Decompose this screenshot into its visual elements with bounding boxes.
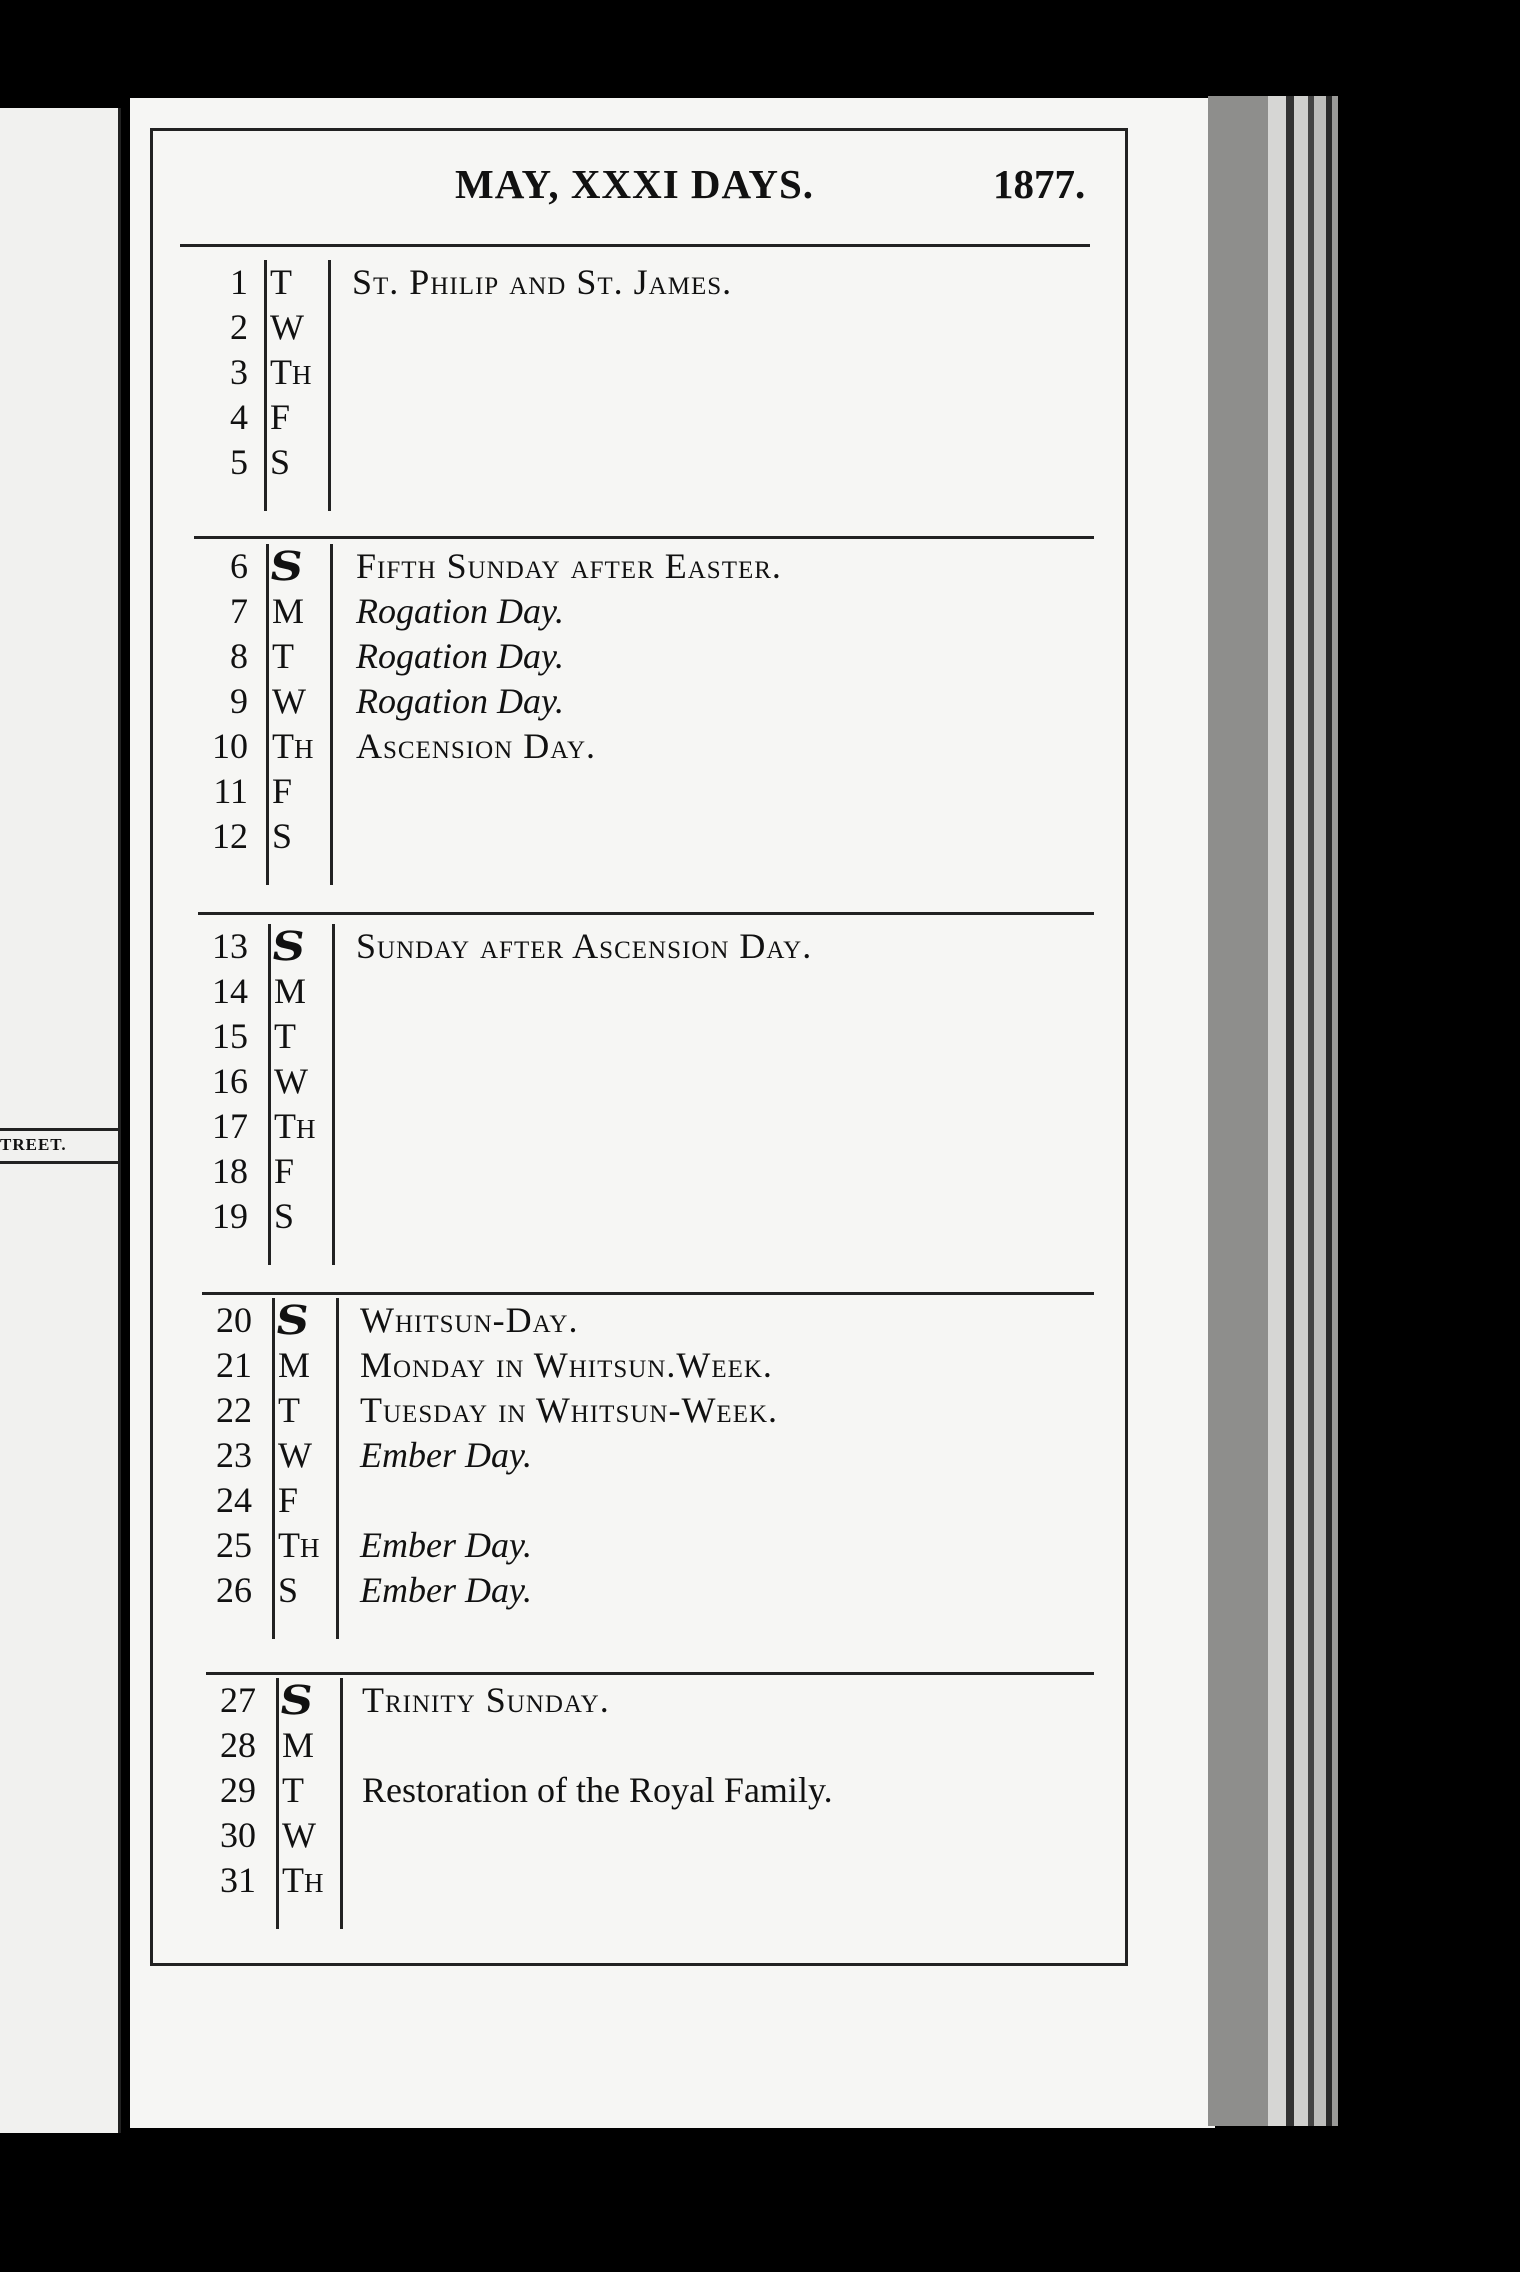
day-of-week: TH <box>274 1106 316 1146</box>
day-number: 22 <box>216 1390 252 1430</box>
day-row <box>0 634 1100 679</box>
day-event: Ember Day. <box>360 1570 532 1610</box>
day-event: Trinity Sunday. <box>362 1680 610 1720</box>
day-number: 28 <box>220 1725 256 1765</box>
page-year: 1877. <box>993 161 1086 207</box>
page-title: MAY, XXXI DAYS. <box>455 161 815 207</box>
day-row <box>0 769 1100 814</box>
week-separator-rule <box>206 1672 1094 1675</box>
sunday-letter: S <box>268 923 309 970</box>
sunday-letter: S <box>266 543 307 590</box>
day-row <box>0 1343 1100 1388</box>
day-row <box>0 1433 1100 1478</box>
day-of-week: T <box>282 1770 304 1810</box>
day-of-week: S <box>270 442 291 482</box>
day-of-week: F <box>272 771 293 811</box>
day-of-week: T <box>270 262 292 302</box>
day-of-week: T <box>274 1016 296 1056</box>
day-of-week: T <box>272 636 294 676</box>
day-row <box>0 724 1100 769</box>
day-event: Whitsun-Day. <box>360 1300 579 1340</box>
day-row <box>0 1014 1100 1059</box>
day-of-week: W <box>274 1061 308 1101</box>
day-row <box>0 260 1100 305</box>
day-number: 7 <box>230 591 248 631</box>
left-page-fragment: TREET. <box>0 1128 118 1164</box>
day-of-week: F <box>278 1480 299 1520</box>
day-number: 31 <box>220 1860 256 1900</box>
day-number: 18 <box>212 1151 248 1191</box>
day-of-week: W <box>278 1435 312 1475</box>
day-row <box>0 1388 1100 1433</box>
day-number: 4 <box>230 397 248 437</box>
day-event: Tuesday in Whitsun-Week. <box>360 1390 779 1430</box>
day-row <box>0 350 1100 395</box>
day-number: 1 <box>230 262 248 302</box>
sunday-mark <box>266 543 307 591</box>
day-of-week: M <box>274 971 307 1011</box>
day-of-week: F <box>270 397 291 437</box>
day-of-week: S <box>274 1196 295 1236</box>
day-number: 5 <box>230 442 248 482</box>
day-row <box>0 1813 1100 1858</box>
day-of-week: F <box>274 1151 295 1191</box>
day-row <box>0 1858 1100 1903</box>
day-number: 26 <box>216 1570 252 1610</box>
day-row <box>0 969 1100 1014</box>
day-of-week: T <box>278 1390 300 1430</box>
day-number: 19 <box>212 1196 248 1236</box>
day-row <box>0 1568 1100 1613</box>
day-row <box>0 1104 1100 1149</box>
day-of-week: TH <box>278 1525 320 1565</box>
header-rule <box>180 244 1090 247</box>
day-row <box>0 1149 1100 1194</box>
sunday-mark <box>272 1297 313 1345</box>
day-number: 27 <box>220 1680 256 1720</box>
day-row <box>0 1523 1100 1568</box>
day-of-week: M <box>282 1725 315 1765</box>
day-event: Sunday after Ascension Day. <box>356 926 813 966</box>
day-event: Fifth Sunday after Easter. <box>356 546 782 586</box>
day-row <box>0 1768 1100 1813</box>
page-edges <box>1208 96 1368 2126</box>
day-number: 23 <box>216 1435 252 1475</box>
day-row <box>0 1678 1100 1723</box>
week-separator-rule <box>202 1292 1094 1295</box>
day-event: Rogation Day. <box>356 681 564 721</box>
day-number: 13 <box>212 926 248 966</box>
week-separator-rule <box>194 536 1094 539</box>
day-number: 16 <box>212 1061 248 1101</box>
day-number: 14 <box>212 971 248 1011</box>
day-number: 29 <box>220 1770 256 1810</box>
day-number: 6 <box>230 546 248 586</box>
day-row <box>0 1723 1100 1768</box>
day-number: 3 <box>230 352 248 392</box>
day-row <box>0 1478 1100 1523</box>
day-row <box>0 589 1100 634</box>
day-of-week: TH <box>270 352 312 392</box>
day-of-week: W <box>272 681 306 721</box>
day-of-week: M <box>278 1345 311 1385</box>
day-of-week: S <box>272 816 293 856</box>
day-event: Ascension Day. <box>356 726 597 766</box>
day-row <box>0 1194 1100 1239</box>
day-row <box>0 544 1100 589</box>
day-event: Restoration of the Royal Family. <box>362 1770 833 1810</box>
day-number: 9 <box>230 681 248 721</box>
day-number: 17 <box>212 1106 248 1146</box>
day-of-week: TH <box>272 726 314 766</box>
day-event: Ember Day. <box>360 1435 532 1475</box>
day-row <box>0 1298 1100 1343</box>
day-row <box>0 440 1100 485</box>
day-row <box>0 924 1100 969</box>
day-number: 8 <box>230 636 248 676</box>
day-number: 20 <box>216 1300 252 1340</box>
day-event: Rogation Day. <box>356 591 564 631</box>
day-number: 25 <box>216 1525 252 1565</box>
day-number: 21 <box>216 1345 252 1385</box>
day-row <box>0 814 1100 859</box>
sunday-letter: S <box>276 1677 317 1724</box>
day-number: 11 <box>213 771 248 811</box>
day-event: Monday in Whitsun.Week. <box>360 1345 773 1385</box>
day-number: 24 <box>216 1480 252 1520</box>
day-number: 15 <box>212 1016 248 1056</box>
day-of-week: TH <box>282 1860 324 1900</box>
day-row <box>0 679 1100 724</box>
day-event: Rogation Day. <box>356 636 564 676</box>
day-event: Ember Day. <box>360 1525 532 1565</box>
day-of-week: S <box>278 1570 299 1610</box>
day-of-week: M <box>272 591 305 631</box>
day-number: 30 <box>220 1815 256 1855</box>
day-row <box>0 395 1100 440</box>
day-number: 2 <box>230 307 248 347</box>
day-number: 10 <box>212 726 248 766</box>
day-of-week: W <box>270 307 304 347</box>
day-number: 12 <box>212 816 248 856</box>
week-separator-rule <box>198 912 1094 915</box>
day-of-week: W <box>282 1815 316 1855</box>
sunday-mark <box>276 1677 317 1725</box>
day-row <box>0 305 1100 350</box>
sunday-letter: S <box>272 1297 313 1344</box>
day-event: St. Philip and St. James. <box>352 262 733 302</box>
day-row <box>0 1059 1100 1104</box>
sunday-mark <box>268 923 309 971</box>
